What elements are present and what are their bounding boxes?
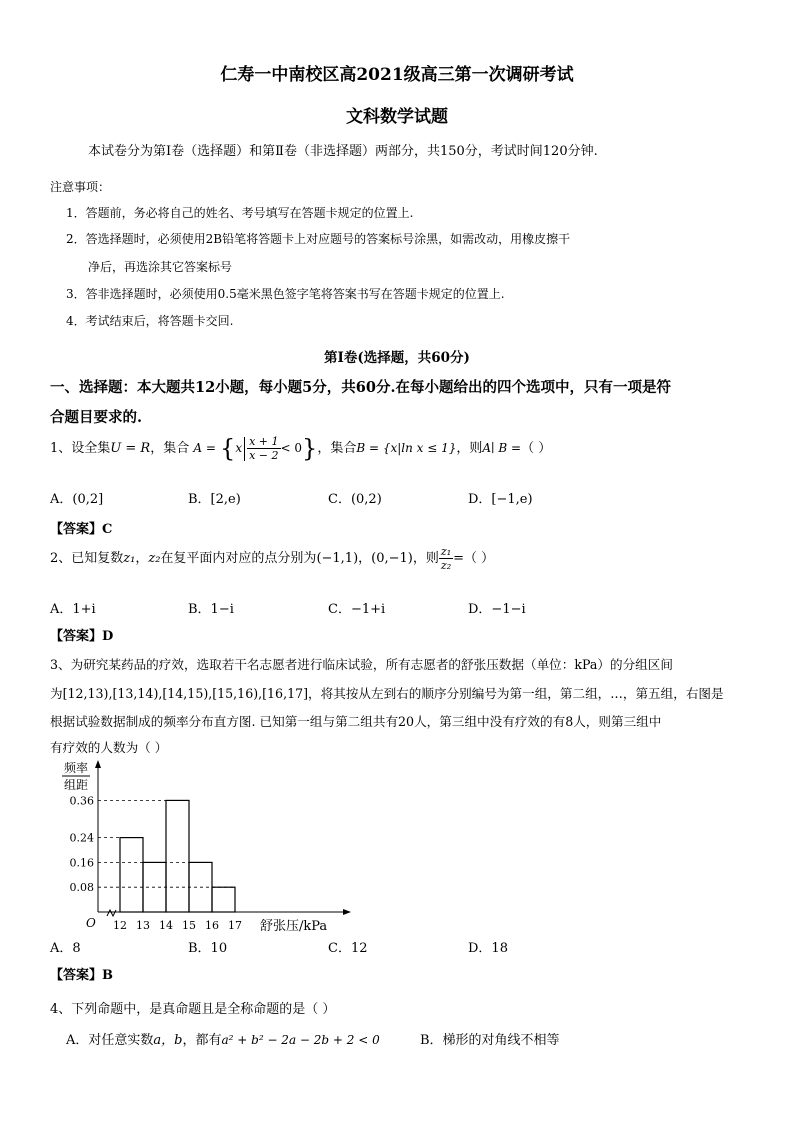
q2-option-d: D．−1−i — [468, 602, 526, 617]
note-item-1: 1．答题前，务必将自己的姓名、考号填写在答题卡规定的位置上. — [66, 206, 414, 220]
q2-z2: z₂ — [148, 551, 161, 566]
y-label-numerator: 频率 — [64, 761, 89, 775]
x-axis-label: 舒张压/kPa — [260, 919, 328, 934]
question-2-stem — [50, 545, 494, 573]
x-tick-label: 12 — [113, 919, 127, 932]
x-tick-label: 17 — [228, 919, 242, 932]
q2-sep: ， — [135, 551, 149, 566]
q1-mid3: ，则 — [456, 441, 483, 456]
frequency-histogram — [60, 758, 380, 938]
bar-icon — [244, 437, 245, 461]
q2-answer — [50, 625, 113, 644]
y-label-denominator: 组距 — [64, 778, 89, 792]
q1-paren: （ ） — [521, 441, 552, 456]
q3-option-b: B．10 — [188, 941, 228, 956]
exam-title: 仁寿一中南校区高2021级高三第一次调研考试 — [220, 65, 574, 85]
note-item-3: 3．答非选择题时，必须使用0.5毫米黑色签字笔将答案书写在答题卡规定的位置上. — [66, 287, 505, 301]
q2-eq: = — [453, 551, 465, 566]
q1-option-c: C．(0,2) — [328, 492, 382, 507]
histogram-bar — [212, 887, 235, 912]
note-item-2: 2．答选择题时，必须使用2B铅笔将答题卡上对应题号的答案标号涂黑，如需改动，用橡皮擦干 — [66, 232, 571, 246]
q4-option-a — [66, 1029, 380, 1048]
q2-answer-value: D — [102, 629, 114, 644]
q2-fraction — [439, 546, 453, 571]
y-tick-label: 0.36 — [69, 794, 94, 808]
q1-set-a-var: x — [235, 441, 243, 455]
q3-option-d: D．18 — [468, 941, 508, 956]
q3-option-c: C．12 — [328, 941, 368, 956]
q2-z1: z₁ — [123, 551, 136, 566]
q2-comma: ， — [358, 551, 372, 566]
x-tick-label: 13 — [136, 919, 150, 932]
q3-line-4: 有疗效的人数为（ ） — [50, 740, 168, 755]
note-item-2-cont: 净后，再选涂其它答案标号 — [88, 260, 233, 274]
q1-prefix: 1、设全集 — [50, 441, 111, 456]
left-brace-icon: { — [220, 434, 236, 463]
q2-answer-label: 【答案】 — [50, 629, 103, 644]
q1-universal-set: U = R — [110, 441, 151, 456]
axis-break-icon — [107, 910, 116, 916]
exam-subtitle: 文科数学试题 — [346, 107, 448, 127]
q3-answer-label: 【答案】 — [50, 968, 103, 983]
q1-option-d: D．[−1,e) — [468, 492, 533, 507]
q2-frac-num: z₁ — [440, 545, 452, 558]
q2-point-2: (0,−1) — [371, 551, 413, 566]
q3-option-a: A．8 — [50, 941, 81, 956]
x-tick-label: 14 — [159, 919, 173, 932]
question-1-stem — [50, 434, 551, 463]
notes-heading: 注意事项： — [50, 180, 111, 194]
q2-option-a: A．1+i — [50, 602, 96, 617]
y-tick-label: 0.08 — [69, 881, 94, 895]
q1-option-a: A．(0,2] — [50, 492, 104, 507]
histogram-bar — [166, 800, 189, 912]
part1-instructions-line1: 一、选择题：本大题共12小题，每小题5分，共60分.在每小题给出的四个选项中，只有一项是符 — [50, 379, 671, 396]
note-item-4: 4．考试结束后，将答题卡交回. — [66, 314, 234, 328]
x-axis-arrow-icon — [343, 909, 351, 915]
q2-mid: 在复平面内对应的点分别为 — [160, 551, 317, 566]
q1-set-b: B = {x|ln x ≤ 1} — [356, 441, 457, 455]
q1-intersection: A∣ B = — [482, 441, 522, 455]
q3-line-2: 为[12,13),[13,14),[14,15),[15,16),[16,17]，将其按从左到右的顺序分别编号为第一组，第二组，…，第五组，右图是 — [50, 686, 724, 701]
q1-answer — [50, 518, 112, 537]
histogram-bar — [120, 838, 143, 912]
exam-intro: 本试卷分为第Ⅰ卷（选择题）和第Ⅱ卷（非选择题）两部分，共150分，考试时间120分钟. — [88, 144, 598, 159]
x-tick-label: 16 — [205, 919, 219, 932]
q2-paren: （ ） — [464, 551, 495, 566]
q2-frac-den: z₂ — [440, 559, 452, 572]
q1-mid2: ，集合 — [317, 441, 357, 456]
q2-then: ，则 — [412, 551, 439, 566]
q2-option-b: B．1−i — [188, 602, 234, 617]
q3-line-3: 根据试验数据制成的频率分布直方图. 已知第一组与第二组共有20人，第三组中没有疗效的有8人，则第三组中 — [50, 714, 662, 729]
q4-option-a-vars: a，b — [153, 1033, 183, 1048]
q3-line-1: 3、为研究某药品的疗效，选取若干名志愿者进行临床试验，所有志愿者的舒张压数据（单位：kPa）的分组区间 — [50, 657, 673, 672]
right-brace-icon: } — [302, 434, 318, 463]
y-tick-label: 0.24 — [69, 831, 94, 845]
q2-prefix: 2、已知复数 — [50, 551, 124, 566]
q4-option-a-prefix: A．对任意实数 — [66, 1033, 154, 1048]
y-axis-arrow-icon — [95, 760, 101, 768]
q1-frac-num: x + 1 — [249, 435, 279, 448]
q1-option-b: B．[2,e) — [188, 492, 241, 507]
y-tick-label: 0.16 — [69, 856, 94, 870]
x-tick-label: 15 — [182, 919, 196, 932]
q3-answer — [50, 964, 113, 983]
q1-set-a-label: A = — [193, 441, 216, 455]
q4-stem: 4、下列命题中，是真命题且是全称命题的是（ ） — [50, 1002, 336, 1017]
q4-option-b: B．梯形的对角线不相等 — [420, 1033, 560, 1048]
q3-answer-value: B — [102, 968, 114, 983]
q1-answer-label: 【答案】 — [50, 522, 103, 537]
q1-answer-value: C — [102, 522, 113, 537]
q1-set-a-fraction — [247, 436, 280, 461]
q2-point-1: (−1,1) — [316, 551, 359, 566]
q1-set-a-ineq: < 0 — [280, 441, 303, 455]
q1-mid1: ，集合 — [150, 441, 190, 456]
part1-instructions-line2: 合题目要求的. — [50, 409, 143, 426]
q4-option-a-mid: ，都有 — [182, 1033, 222, 1048]
q1-frac-den: x − 2 — [249, 449, 279, 462]
q4-option-a-expr: a² + b² − 2a − 2b + 2 < 0 — [221, 1033, 380, 1047]
part1-heading: 第Ⅰ卷(选择题，共60分) — [324, 350, 470, 366]
origin-label: O — [86, 916, 96, 930]
q2-option-c: C．−1+i — [328, 602, 386, 617]
